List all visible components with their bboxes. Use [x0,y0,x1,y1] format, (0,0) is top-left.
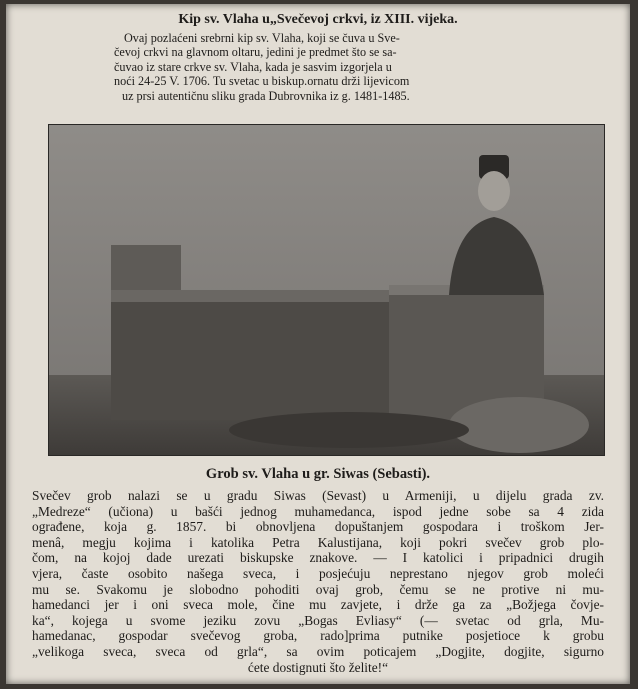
body-line: „velikoga sveca, sveca od grla“, sa ovim poticajem „Dogjite, dogjite, sigurno [32,643,604,659]
tomb-photo-caption: Grob sv. Vlaha u gr. Siwas (Sebasti). [205,466,431,482]
statue-caption-text [114,31,524,103]
statue-caption-line: noći 24-25 V. 1706. Tu svetac u biskup.ornatu drži lijevicom [114,74,410,89]
statue-caption-line: uz prsi autentičnu sliku grada Dubrovnika iz g. 1481-1485. [122,88,410,103]
body-line: hamedanac, gospodar svečevog groba, rado]prima putnike posjetioce k grobu [32,628,604,644]
body-line: Svečev grob nalazi se u gradu Siwas (Sevast) u Armeniji, u dijelu grada zv. [32,488,604,503]
statue-caption-line: Ovaj pozlaćeni srebrni kip sv. Vlaha, koji se čuva u Sve- [124,31,400,45]
tomb-description [32,488,604,675]
body-line: vjera, časte osobito našega sveca, i posjećuju neprestano njegov grob moleći [32,565,604,581]
body-line: „Medreze“ (učiona) u bašći jednog muhamedanca, ispod jedne sobe sa 4 zida [32,503,604,519]
body-line: ograđene, koja g. 1857. bi obnovljena dopuštanjem gospodara i troškom Jer- [32,519,604,535]
body-line: menâ, megju kojima i katolika Petra Kalustijana, koji pokri svečev grob plo- [32,534,604,550]
statue-caption-line: čevoj crkvi na glavnom oltaru, jedini je predmet što se sa- [114,45,397,60]
tomb-photo-illustration [49,125,604,455]
statue-caption-title: Kip sv. Vlaha u„Svečevoj crkvi, iz XIII. vijeka. [178,12,458,27]
body-line: ka“, kojega u svome jeziku zovu „Bogas Evliasy“ (— svetac od grla, Mu- [32,612,604,628]
body-line: ćete dostignuti što želite!“ [247,659,389,675]
body-line: čom, na kojoj dade urezati biskupske znakove. — I katolici i pripadnici drugih [32,550,604,566]
scanned-page [6,4,630,684]
body-line: hamedanci jer i oni sveca mole, čine mu zavjete, i drže ga za „Božjega čovje- [32,597,604,613]
statue-caption-line: čuvao iz stare crkve sv. Vlaha, kada je sasvim izgorjela u [114,59,392,74]
body-line: mu se. Svakomu je slobodno pohoditi ovaj grob, čemu se ne protive ni mu- [32,581,604,597]
tomb-photograph [48,124,605,456]
